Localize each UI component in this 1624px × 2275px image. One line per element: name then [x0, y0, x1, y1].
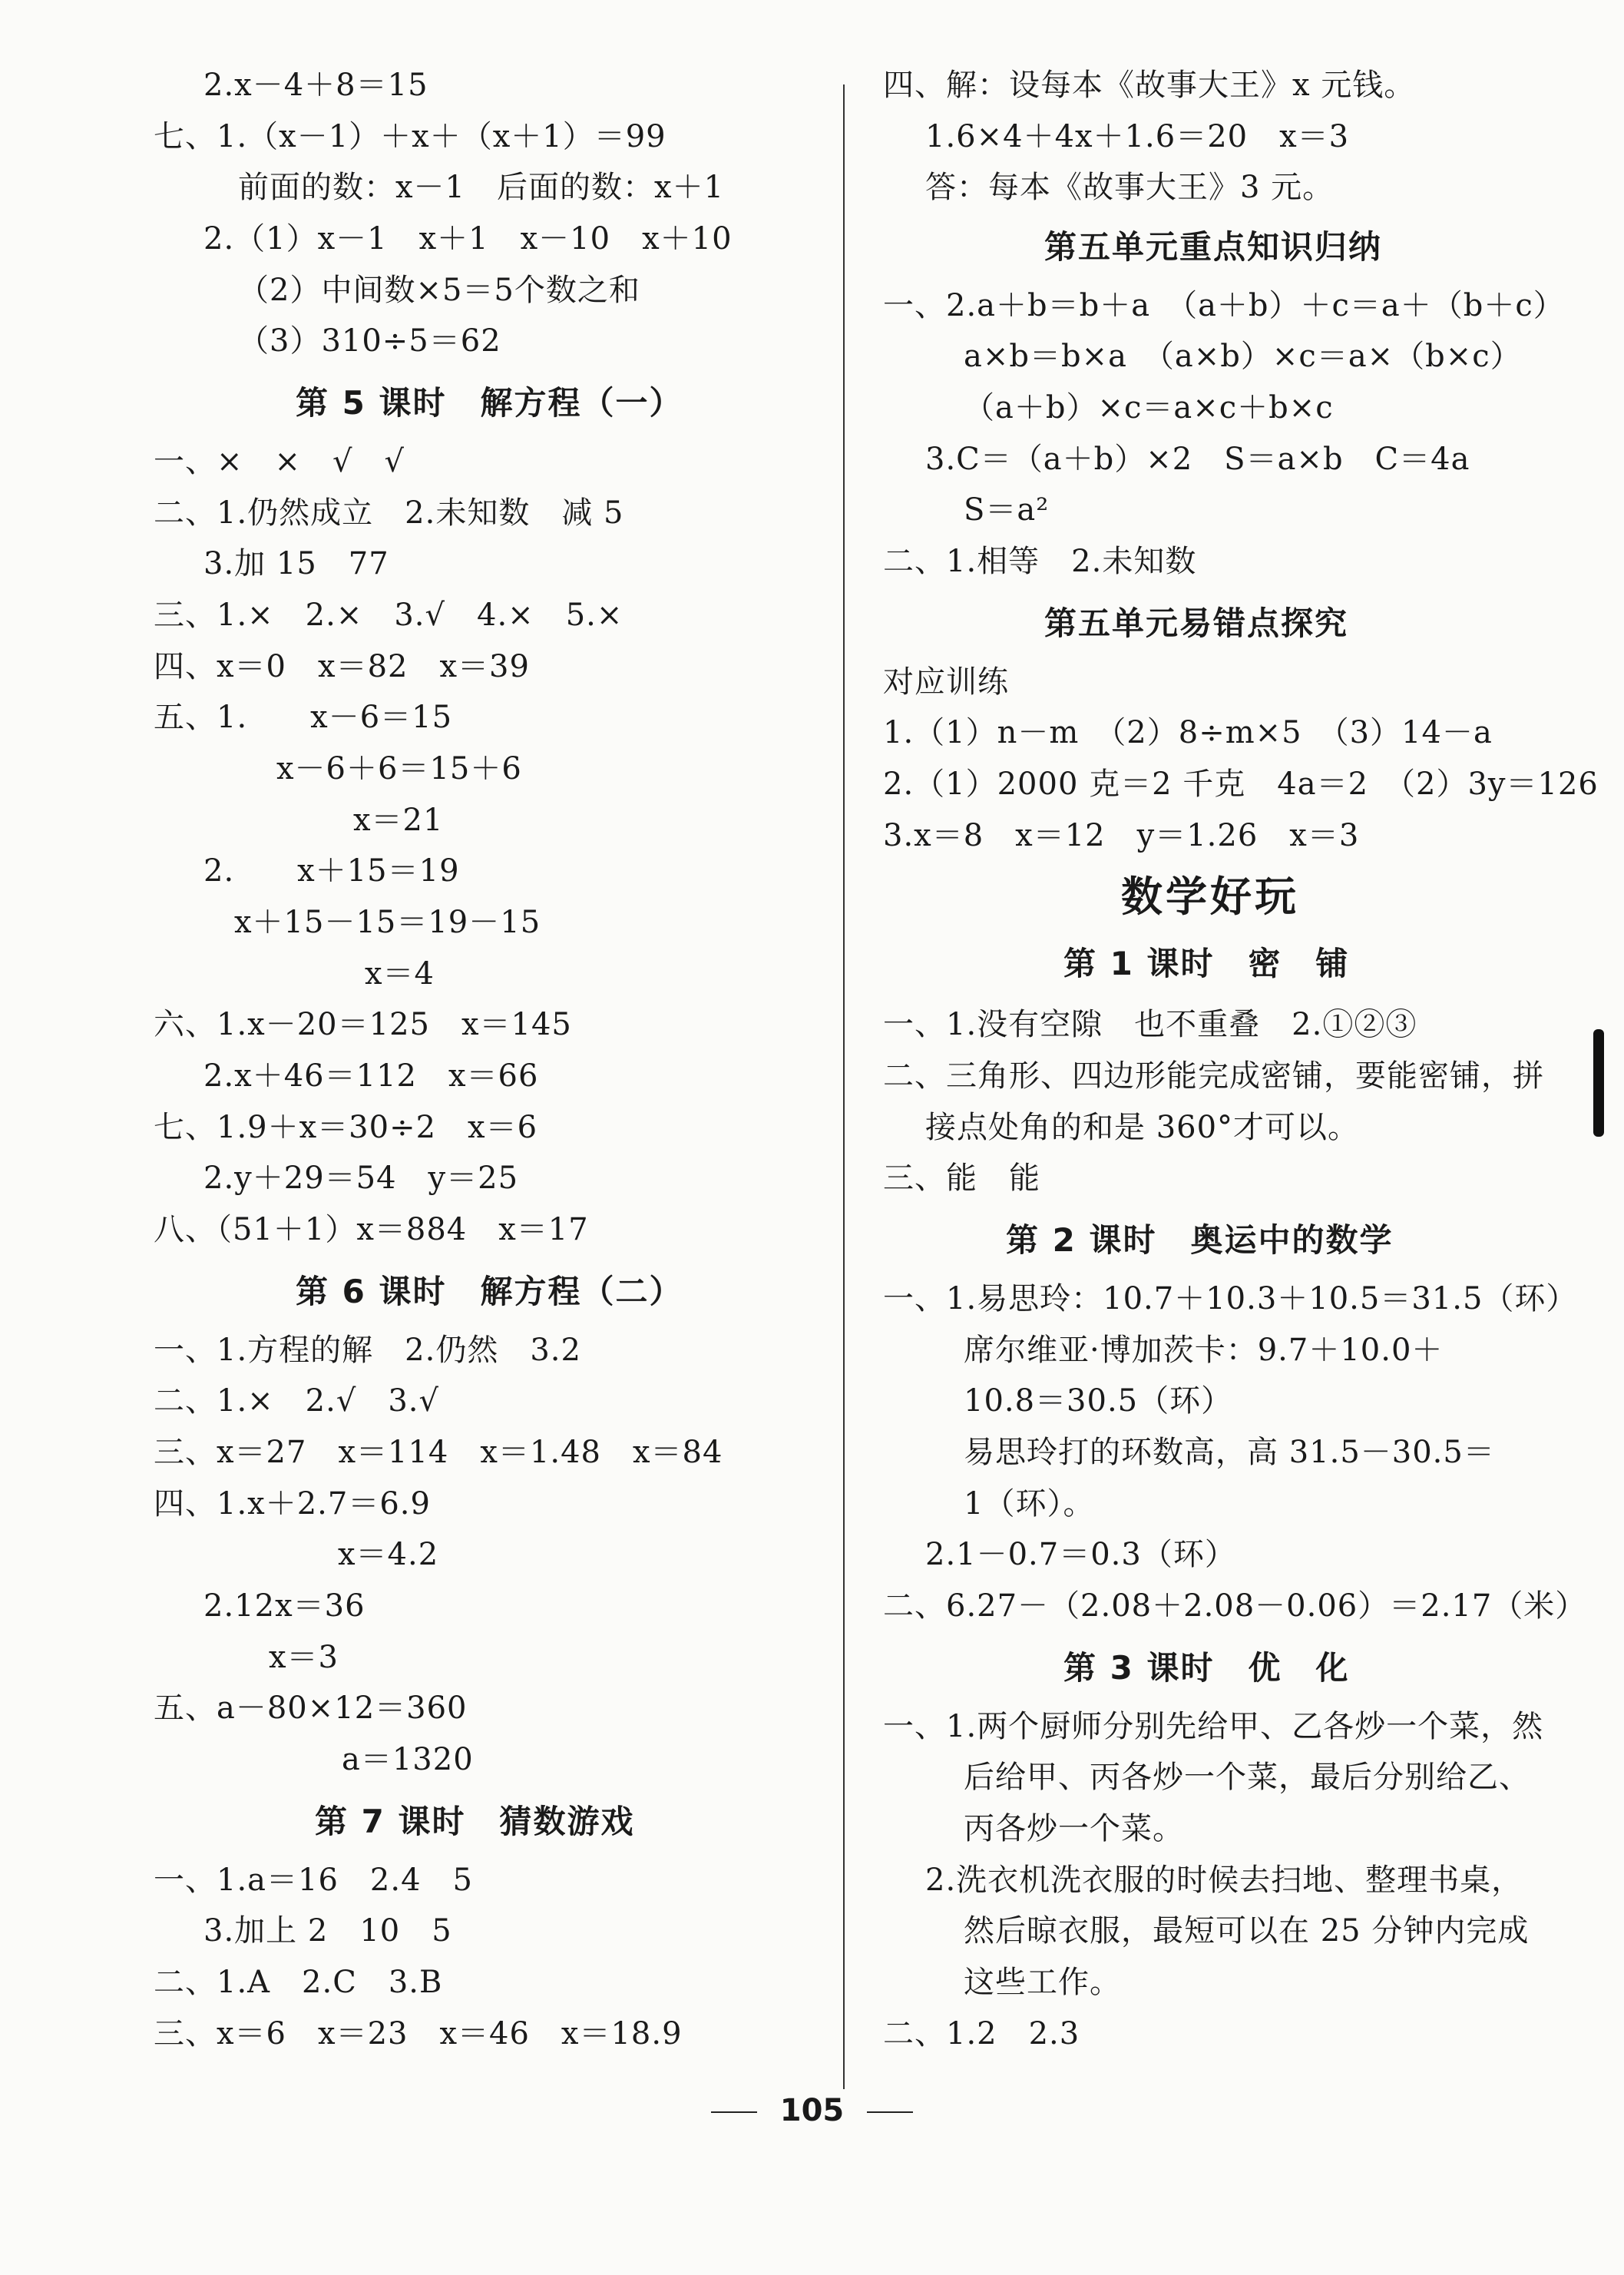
answer-line: 对应训练 — [883, 664, 1009, 700]
answer-line: 一、1.方程的解 2.仍然 3.2 — [154, 1333, 581, 1368]
section-heading: 第 3 课时 优 化 — [1063, 1649, 1350, 1687]
answer-line: 10.8＝30.5（环） — [964, 1383, 1233, 1419]
answer-line: 二、1.仍然成立 2.未知数 减 5 — [154, 495, 624, 531]
answer-line: x＝21 — [353, 803, 444, 838]
answer-line: 3.加上 2 10 5 — [203, 1913, 452, 1949]
answer-line: 二、1.A 2.C 3.B — [154, 1965, 443, 2000]
answer-line: 答：每本《故事大王》3 元。 — [925, 170, 1335, 205]
answer-line: 一、1.易思玲：10.7＋10.3＋10.5＝31.5（环） — [883, 1281, 1578, 1316]
section-heading: 第五单元易错点探究 — [1044, 604, 1349, 642]
section-heading: 第 1 课时 密 铺 — [1063, 945, 1350, 982]
answer-line: 一、1.两个厨师分别先给甲、乙各炒一个菜，然 — [883, 1709, 1544, 1744]
footer-dash-left — [711, 2111, 757, 2113]
answer-line: 四、解：设每本《故事大王》x 元钱。 — [883, 68, 1416, 103]
answer-line: 一、1.没有空隙 也不重叠 2.①②③ — [883, 1007, 1417, 1042]
answer-line: 前面的数：x－1 后面的数：x＋1 — [238, 170, 725, 205]
answer-line: 2.洗衣机洗衣服的时候去扫地、整理书桌， — [925, 1863, 1523, 1898]
column-divider — [843, 84, 845, 2089]
answer-line: 三、1.× 2.× 3.√ 4.× 5.× — [154, 598, 623, 633]
answer-line: 2. x＋15＝19 — [203, 853, 460, 889]
answer-line: 三、x＝6 x＝23 x＝46 x＝18.9 — [154, 2016, 683, 2051]
answer-line: 三、x＝27 x＝114 x＝1.48 x＝84 — [154, 1435, 723, 1470]
answer-line: 后给甲、丙各炒一个菜，最后分别给乙、 — [964, 1760, 1530, 1795]
answer-line: 一、1.a＝16 2.4 5 — [154, 1863, 473, 1898]
answer-line: 2.12x＝36 — [203, 1588, 365, 1624]
page-number-footer — [0, 2093, 1624, 2128]
answer-line: 3.C＝（a＋b）×2 S＝a×b C＝4a — [925, 442, 1470, 477]
answer-line: 2.1－0.7＝0.3（环） — [925, 1537, 1236, 1572]
section-heading: 第五单元重点知识归纳 — [1044, 228, 1383, 266]
section-heading: 数学好玩 — [1121, 873, 1299, 921]
answer-line: 七、1.9＋x＝30÷2 x＝6 — [154, 1110, 538, 1145]
answer-line: 四、1.x＋2.7＝6.9 — [154, 1486, 431, 1522]
answer-line: 二、6.27－（2.08＋2.08－0.06）＝2.17（米） — [883, 1588, 1587, 1624]
answer-line: （3）310÷5＝62 — [238, 323, 501, 359]
answer-line: 3.加 15 77 — [203, 546, 389, 581]
answer-line: 1.（1）n－m （2）8÷m×5 （3）14－a — [883, 715, 1493, 750]
answer-line: 二、1.相等 2.未知数 — [883, 544, 1197, 579]
answer-line: 这些工作。 — [964, 1965, 1121, 2000]
answer-line: 2.（1）2000 克＝2 千克 4a＝2 （2）3y＝126 — [883, 767, 1599, 802]
answer-line: 2.y＋29＝54 y＝25 — [203, 1161, 519, 1196]
answer-line: 四、x＝0 x＝82 x＝39 — [154, 649, 530, 684]
answer-line: 2.x－4＋8＝15 — [203, 68, 428, 103]
answer-line: 五、1. x－6＝15 — [154, 700, 453, 735]
margin-mark — [1593, 1029, 1604, 1137]
answer-line: a×b＝b×a （a×b）×c＝a×（b×c） — [964, 339, 1522, 374]
answer-line: x－6＋6＝15＋6 — [276, 751, 522, 786]
footer-dash-right — [867, 2111, 913, 2113]
answer-line: 一、× × √ √ — [154, 444, 405, 479]
answer-line: x＝4 — [365, 956, 435, 992]
answer-line: 2.（1）x－1 x＋1 x－10 x＋10 — [203, 221, 733, 257]
answer-line: 丙各炒一个菜。 — [964, 1811, 1184, 1846]
answer-line: 接点处角的和是 360°才可以。 — [925, 1110, 1360, 1145]
answer-line: 二、1.× 2.√ 3.√ — [154, 1383, 439, 1419]
answer-line: 3.x＝8 x＝12 y＝1.26 x＝3 — [883, 818, 1360, 853]
answer-line: x＋15－15＝19－15 — [234, 905, 541, 940]
section-heading: 第 2 课时 奥运中的数学 — [1006, 1221, 1394, 1259]
answer-line: 五、a－80×12＝360 — [154, 1691, 468, 1726]
section-heading: 第 6 课时 解方程（二） — [296, 1273, 683, 1310]
answer-line: x＝3 — [269, 1640, 339, 1675]
answer-line: 八、（51＋1）x＝884 x＝17 — [154, 1212, 589, 1247]
answer-line: 2.x＋46＝112 x＝66 — [203, 1058, 539, 1094]
answer-line: 一、2.a＋b＝b＋a （a＋b）＋c＝a＋（b＋c） — [883, 288, 1565, 323]
section-heading: 第 5 课时 解方程（一） — [296, 384, 683, 422]
answer-line: 二、三角形、四边形能完成密铺，要能密铺，拼 — [883, 1058, 1544, 1094]
answer-line: （a＋b）×c＝a×c＋b×c — [964, 390, 1334, 426]
answer-line: 易思玲打的环数高，高 31.5－30.5＝ — [964, 1435, 1495, 1470]
answer-line: 六、1.x－20＝125 x＝145 — [154, 1007, 572, 1042]
answer-line: 七、1.（x－1）＋x＋（x＋1）＝99 — [154, 119, 666, 154]
answer-line: 三、能 能 — [883, 1161, 1040, 1196]
answer-line: 席尔维亚·博加茨卡：9.7＋10.0＋ — [964, 1333, 1444, 1368]
answer-line: a＝1320 — [342, 1742, 474, 1777]
answer-line: 1.6×4＋4x＋1.6＝20 x＝3 — [925, 119, 1350, 154]
answer-line: 二、1.2 2.3 — [883, 2016, 1080, 2051]
answer-line: x＝4.2 — [338, 1537, 439, 1572]
answer-line: （2）中间数×5＝5个数之和 — [238, 273, 640, 308]
answer-line: 1（环）。 — [964, 1486, 1095, 1522]
section-heading: 第 7 课时 猜数游戏 — [315, 1803, 635, 1840]
page-number: 105 — [779, 2093, 845, 2128]
answer-line: 然后晾衣服，最短可以在 25 分钟内完成 — [964, 1913, 1530, 1949]
answer-line: S＝a² — [964, 492, 1050, 528]
